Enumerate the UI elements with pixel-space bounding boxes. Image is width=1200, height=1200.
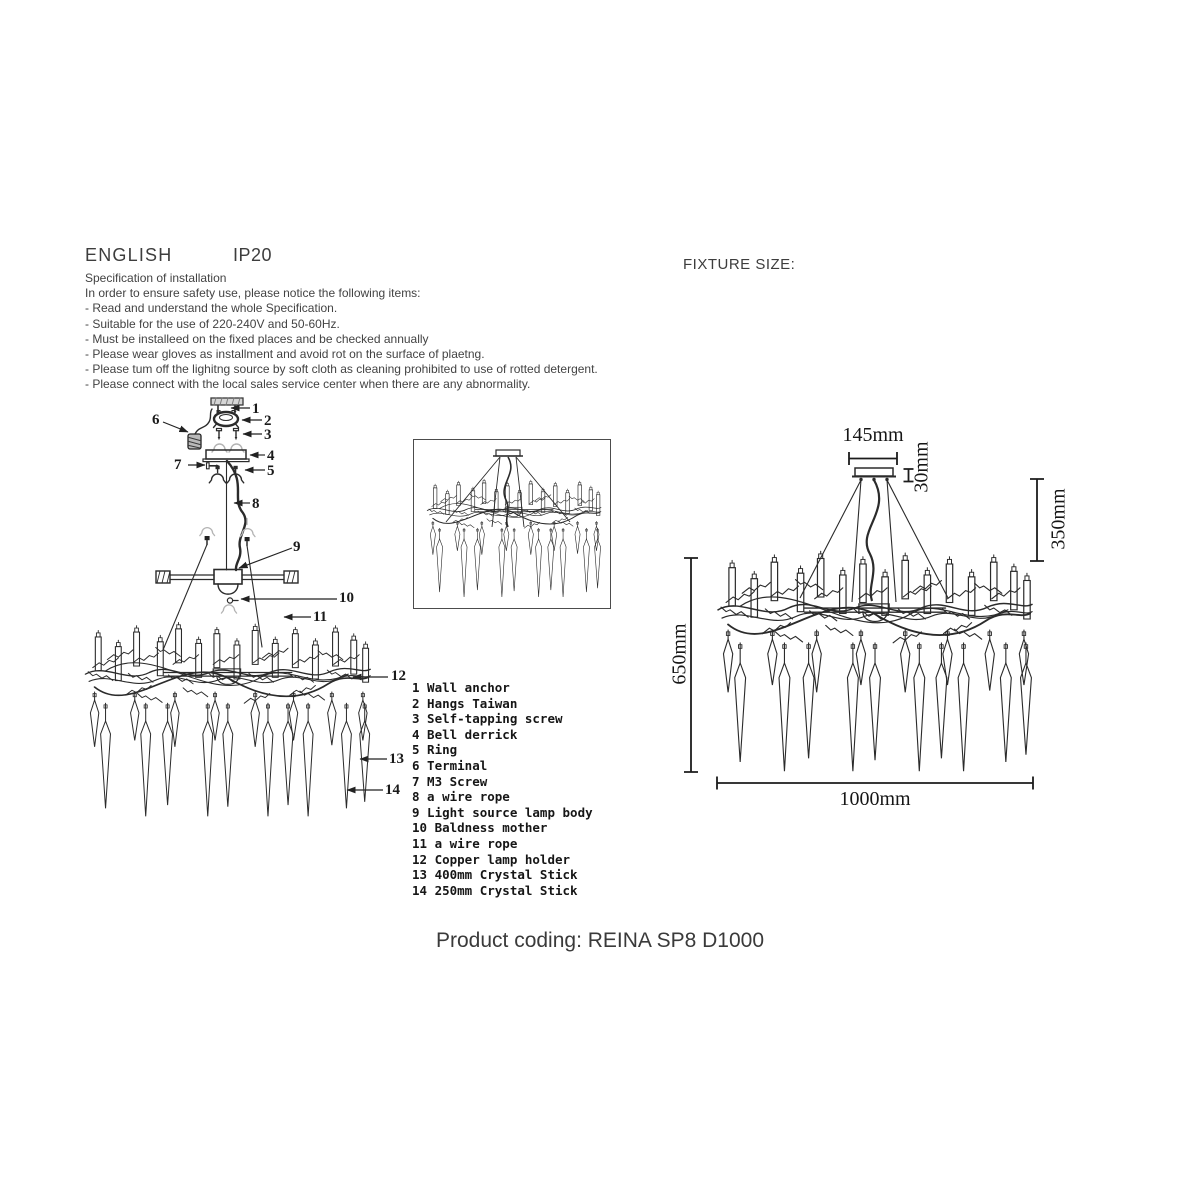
part-line: 4 Bell derrick: [412, 726, 518, 742]
spec-item: - Suitable for the use of 220-240V and 50-60Hz.: [85, 316, 340, 331]
callout-number: 5: [267, 463, 275, 479]
part-line: 10 Baldness mother: [412, 820, 548, 836]
part-line: 13 400mm Crystal Stick: [412, 867, 578, 883]
installation-spec: [85, 271, 685, 393]
callout-number: 13: [389, 751, 404, 767]
assembled-view-box: [413, 439, 611, 609]
part-line: 9 Light source lamp body: [412, 804, 593, 820]
spec-item: - Must be installeed on the fixed places and be checked annually: [85, 331, 429, 346]
parts-list: [412, 680, 593, 898]
dim-canopy-width: 145mm: [842, 424, 904, 446]
part-line: 12 Copper lamp holder: [412, 851, 571, 867]
part-line: 14 250mm Crystal Stick: [412, 882, 578, 898]
part-line: 6 Terminal: [412, 757, 488, 773]
chandelier-drawing: [85, 622, 370, 816]
dim-canopy-height: 30mm: [910, 441, 933, 493]
callout-number: 7: [174, 457, 182, 473]
spec-title: Specification of installation: [85, 271, 227, 285]
leader-lines: [163, 408, 388, 790]
product-coding: Product coding: REINA SP8 D1000: [435, 929, 765, 952]
exploded-assembly-drawing: [156, 398, 298, 650]
fixture-size-label: FIXTURE SIZE:: [683, 256, 796, 273]
callout-number: 2: [264, 413, 272, 429]
spec-items: [85, 301, 685, 392]
part-line: 2 Hangs Taiwan: [412, 695, 518, 711]
language-label: ENGLISH: [85, 245, 173, 265]
ip-rating: IP20: [233, 245, 273, 265]
callout-number: 10: [339, 590, 354, 606]
part-line: 11 a wire rope: [412, 835, 518, 851]
chandelier-drawing: [718, 551, 1032, 771]
callout-number: 11: [313, 609, 328, 625]
callout-number: 9: [293, 539, 301, 555]
part-line: 1 Wall anchor: [412, 680, 510, 695]
part-line: 5 Ring: [412, 742, 458, 758]
callout-number: 3: [264, 427, 272, 443]
callout-number: 14: [385, 782, 400, 798]
spec-item: - Read and understand the whole Specification.: [85, 301, 338, 316]
spec-item: - Please wear gloves as installment and avoid rot on the surface of plaetng.: [85, 347, 485, 362]
part-line: 8 a wire rope: [412, 789, 510, 805]
spec-item: - Please connect with the local sales service center when there are any abnormality.: [85, 377, 531, 392]
callout-number: 8: [252, 496, 260, 512]
dimension-lines: [684, 452, 1044, 790]
part-line: 3 Self-tapping screw: [412, 711, 563, 727]
callout-number: 4: [267, 448, 275, 464]
callout-number: 1: [252, 401, 260, 417]
spec-item: - Please tum off the lighitng source by soft cloth as cleaning prohibited to use of rotted detergent.: [85, 362, 598, 377]
dim-body-height: 650mm: [668, 623, 691, 685]
dim-suspension-height: 350mm: [1047, 488, 1070, 550]
spec-intro: In order to ensure safety use, please notice the following items:: [85, 286, 421, 301]
callout-number: 12: [391, 668, 406, 684]
dim-total-width: 1000mm: [839, 788, 911, 810]
callout-number: 6: [152, 412, 160, 428]
part-line: 7 M3 Screw: [412, 773, 488, 789]
